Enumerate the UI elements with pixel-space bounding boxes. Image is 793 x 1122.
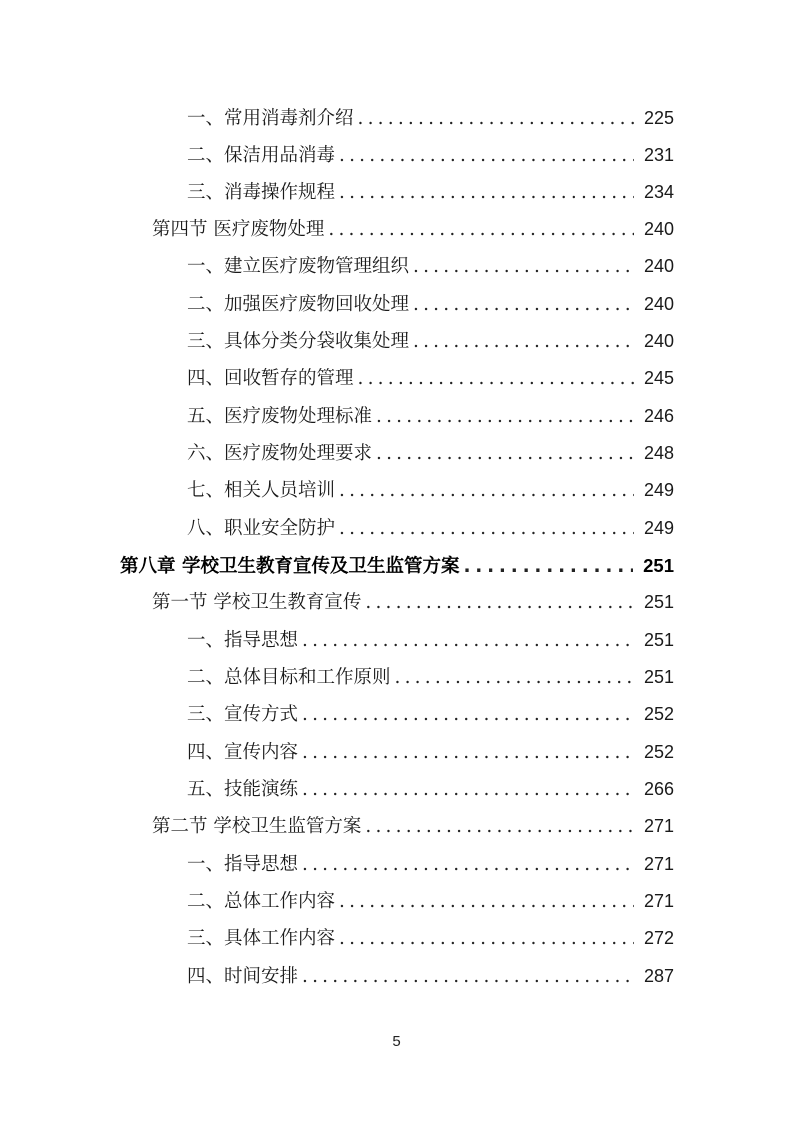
- toc-entry[interactable]: [187, 659, 674, 696]
- toc-entry[interactable]: [187, 174, 674, 211]
- dot-leader: [302, 696, 634, 733]
- toc-entry[interactable]: [187, 920, 674, 957]
- toc-entry-page: 271: [643, 854, 674, 874]
- dot-leader: [339, 510, 634, 547]
- toc-entry[interactable]: [187, 323, 674, 360]
- toc-entry-page: 251: [643, 555, 674, 576]
- toc-entry-label: 三、宣传方式: [187, 704, 299, 725]
- toc-entry[interactable]: [187, 398, 674, 435]
- toc-chapter-entry[interactable]: [120, 547, 674, 584]
- toc-entry-page: 252: [643, 704, 674, 724]
- dot-leader: [339, 472, 634, 509]
- toc-entry-label: 三、具体分类分袋收集处理: [187, 331, 410, 352]
- toc-entry-label: 一、指导思想: [187, 630, 299, 651]
- dot-leader: [302, 771, 634, 808]
- toc-entry-page: 240: [643, 219, 674, 239]
- toc-entry[interactable]: [187, 100, 674, 137]
- toc-entry-label: 六、医疗废物处理要求: [187, 443, 373, 464]
- toc-entry-label: 五、医疗废物处理标准: [187, 406, 373, 427]
- toc-entry-label: 一、常用消毒剂介绍: [187, 108, 354, 129]
- dot-leader: [302, 734, 634, 771]
- dot-leader: [413, 248, 634, 285]
- toc-entry-label: 三、消毒操作规程: [187, 182, 336, 203]
- dot-leader: [339, 920, 634, 957]
- dot-leader: [302, 958, 634, 995]
- toc-entry-page: 245: [643, 368, 674, 388]
- dot-leader: [413, 286, 634, 323]
- dot-leader: [302, 622, 634, 659]
- dot-leader: [395, 659, 634, 696]
- toc-entry-label: 二、总体工作内容: [187, 891, 336, 912]
- toc-entry-label: 四、时间安排: [187, 966, 299, 987]
- toc-entry-label: 四、回收暂存的管理: [187, 368, 354, 389]
- toc-entry-page: 287: [643, 966, 674, 986]
- toc-entry-page: 271: [643, 891, 674, 911]
- toc-entry[interactable]: [187, 435, 674, 472]
- toc-section-entry[interactable]: [152, 584, 674, 621]
- dot-leader: [463, 548, 633, 585]
- dot-leader: [376, 435, 634, 472]
- toc-entry[interactable]: [187, 696, 674, 733]
- toc-entry[interactable]: [187, 622, 674, 659]
- dot-leader: [358, 360, 634, 397]
- toc-entry-label: 八、职业安全防护: [187, 518, 336, 539]
- toc-entry-page: 251: [643, 630, 674, 650]
- dot-leader: [358, 100, 634, 137]
- toc-entry-label: 四、宣传内容: [187, 742, 299, 763]
- toc-entry-label: 第二节 学校卫生监管方案: [152, 816, 362, 837]
- dot-leader: [376, 398, 634, 435]
- toc-section-entry[interactable]: [152, 211, 674, 248]
- toc-entry[interactable]: [187, 360, 674, 397]
- dot-leader: [365, 584, 634, 621]
- toc-entry-page: 246: [643, 406, 674, 426]
- dot-leader: [365, 808, 634, 845]
- toc-entry-page: 271: [643, 816, 674, 836]
- dot-leader: [339, 137, 634, 174]
- toc-entry-label: 二、保洁用品消毒: [187, 145, 336, 166]
- toc-entry-page: 240: [643, 256, 674, 276]
- toc-entry[interactable]: [187, 510, 674, 547]
- toc-entry-label: 三、具体工作内容: [187, 928, 336, 949]
- toc-entry-label: 七、相关人员培训: [187, 480, 336, 501]
- toc-entry-page: 251: [643, 667, 674, 687]
- toc-entry[interactable]: [187, 734, 674, 771]
- page-number: 5: [392, 1033, 401, 1050]
- toc-entry-page: 225: [643, 108, 674, 128]
- toc-entry-label: 二、加强医疗废物回收处理: [187, 294, 410, 315]
- toc-entry-page: 252: [643, 742, 674, 762]
- toc-entry-label: 五、技能演练: [187, 779, 299, 800]
- toc-entry-page: 249: [643, 518, 674, 538]
- dot-leader: [339, 174, 634, 211]
- toc-entry[interactable]: [187, 286, 674, 323]
- toc-entry-label: 一、指导思想: [187, 854, 299, 875]
- toc-entry-page: 266: [643, 779, 674, 799]
- toc-entry-label: 第八章 学校卫生教育宣传及卫生监管方案: [120, 556, 460, 577]
- toc-entry-page: 248: [643, 443, 674, 463]
- toc-entry[interactable]: [187, 958, 674, 995]
- dot-leader: [339, 883, 634, 920]
- toc-entry-label: 第四节 医疗废物处理: [152, 219, 325, 240]
- toc-entry[interactable]: [187, 846, 674, 883]
- toc-entry-label: 第一节 学校卫生教育宣传: [152, 592, 362, 613]
- toc-entry-page: 251: [643, 592, 674, 612]
- toc-entry-page: 234: [643, 182, 674, 202]
- toc-entry-page: 240: [643, 294, 674, 314]
- toc-entry[interactable]: [187, 472, 674, 509]
- toc-entry-page: 231: [643, 145, 674, 165]
- toc-section-entry[interactable]: [152, 808, 674, 845]
- toc-entry[interactable]: [187, 883, 674, 920]
- dot-leader: [413, 323, 634, 360]
- dot-leader: [328, 211, 634, 248]
- toc-entry-label: 二、总体目标和工作原则: [187, 667, 391, 688]
- toc-entry[interactable]: [187, 248, 674, 285]
- toc-entry-page: 249: [643, 480, 674, 500]
- dot-leader: [302, 846, 634, 883]
- toc-entry[interactable]: [187, 771, 674, 808]
- toc-entry[interactable]: [187, 137, 674, 174]
- toc-entry-page: 240: [643, 331, 674, 351]
- toc-entry-page: 272: [643, 928, 674, 948]
- toc-entry-label: 一、建立医疗废物管理组织: [187, 256, 410, 277]
